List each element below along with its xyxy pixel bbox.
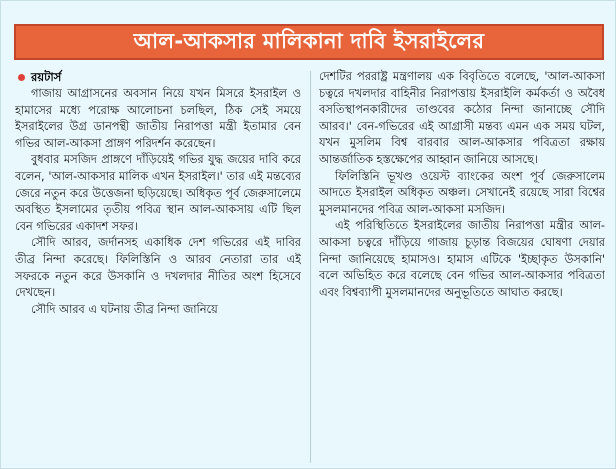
paragraph: সৌদি আরব এ ঘটনায় তীব্র নিন্দা জানিয়ে [31, 302, 218, 316]
paragraph: এই পরিস্থিতিতে ইসরাইলের জাতীয় নিরাপত্তা মন্ত্রীর আল-আকসা চত্বরে দাঁড়িয়ে গাজায় চূড়ান্ত বিজয়ের ঘোষণা দেয়ার নিন্দা জানিয়েছে হামাসও। হামাস এটিকে 'ইচ্ছাকৃত উসকানি' বলে অভিহিত করে বলেছে বেন গভির আল-আকসার পবিত্রতা এবং বিশ্বব্যাপী মুসলমানদের অনুভূতিতে আঘাত করছে। [319, 219, 605, 299]
article-body [15, 69, 605, 465]
paragraph: দেশটির পররাষ্ট্র মন্ত্রণালয় এক বিবৃতিতে বলেছে, 'আল-আকসা চত্বরে দখলদার বাহিনীর নিরাপত্তায় ইসরাইলি কর্মকর্তা ও অবৈধ বসতিস্থাপনকারীদের তাণ্ডবের কঠোর নিন্দা জানাচ্ছে সৌদি আরব।' বেন-গভিরের এই আগ্রাসী মন্তব্য এমন এক সময় ঘটল, যখন মুসলিম বিশ্ব বারবার আল-আকসার পবিত্রতা রক্ষায় আন্তর্জাতিক হস্তক্ষেপের আহ্বান জানিয়ে আসছে। [319, 70, 605, 166]
source-label: রয়টার্স [31, 70, 62, 84]
byline [15, 69, 301, 85]
headline: আল-আকসার মালিকানা দাবি ইসরাইলের [133, 28, 485, 53]
column-divider [310, 71, 311, 463]
paragraph: সৌদি আরব, জর্দানসহ একাধিক দেশ গভিরের এই দাবির তীব্র নিন্দা করেছে। ফিলিস্তিনি ও আরব নেতারা তার এই সফরকে নতুন করে উসকানি ও দখলদার নীতির অংশ হিসেবে দেখছেন। [15, 236, 301, 300]
paragraph: ফিলিস্তিনি ভূখণ্ড ওয়েস্ট ব্যাংকের অংশ পূর্ব জেরুসালেম আদতে ইসরাইল অধিকৃত অঞ্চল। সেখানেই রয়েছে সারা বিশ্বের মুসলমানদের পবিত্র আল-আকসা মসজিদ। [319, 169, 605, 216]
right-column [319, 69, 605, 465]
red-bullet-icon [18, 74, 25, 81]
headline-banner [14, 24, 604, 60]
paragraph: বুধবার মসজিদ প্রাঙ্গণে দাঁড়িয়েই গভির যুদ্ধ জয়ের দাবি করে বলেন, 'আল-আকসার মালিক এখন ইসরাইল।' তার এই মন্তব্যের জেরে নতুন করে উত্তেজনা ছড়িয়েছে। অধিকৃত পূর্ব জেরুসালেমে অবস্থিত ইসলামের তৃতীয় পবিত্র স্থান আল-আকসায় এটি ছিল বেন গভিরের একাদশ সফর। [15, 153, 301, 233]
left-column [15, 69, 301, 465]
paragraph: গাজায় আগ্রাসনের অবসান নিয়ে যখন মিসরে ইসরাইল ও হামাসের মধ্যে পরোক্ষ আলোচনা চলছিল, ঠিক সেই সময়ে ইসরাইলের উগ্র ডানপন্থী জাতীয় নিরাপত্তা মন্ত্রী ইতামার বেন গভির আল-আকসা প্রাঙ্গণ পরিদর্শন করেছেন। [15, 87, 301, 150]
